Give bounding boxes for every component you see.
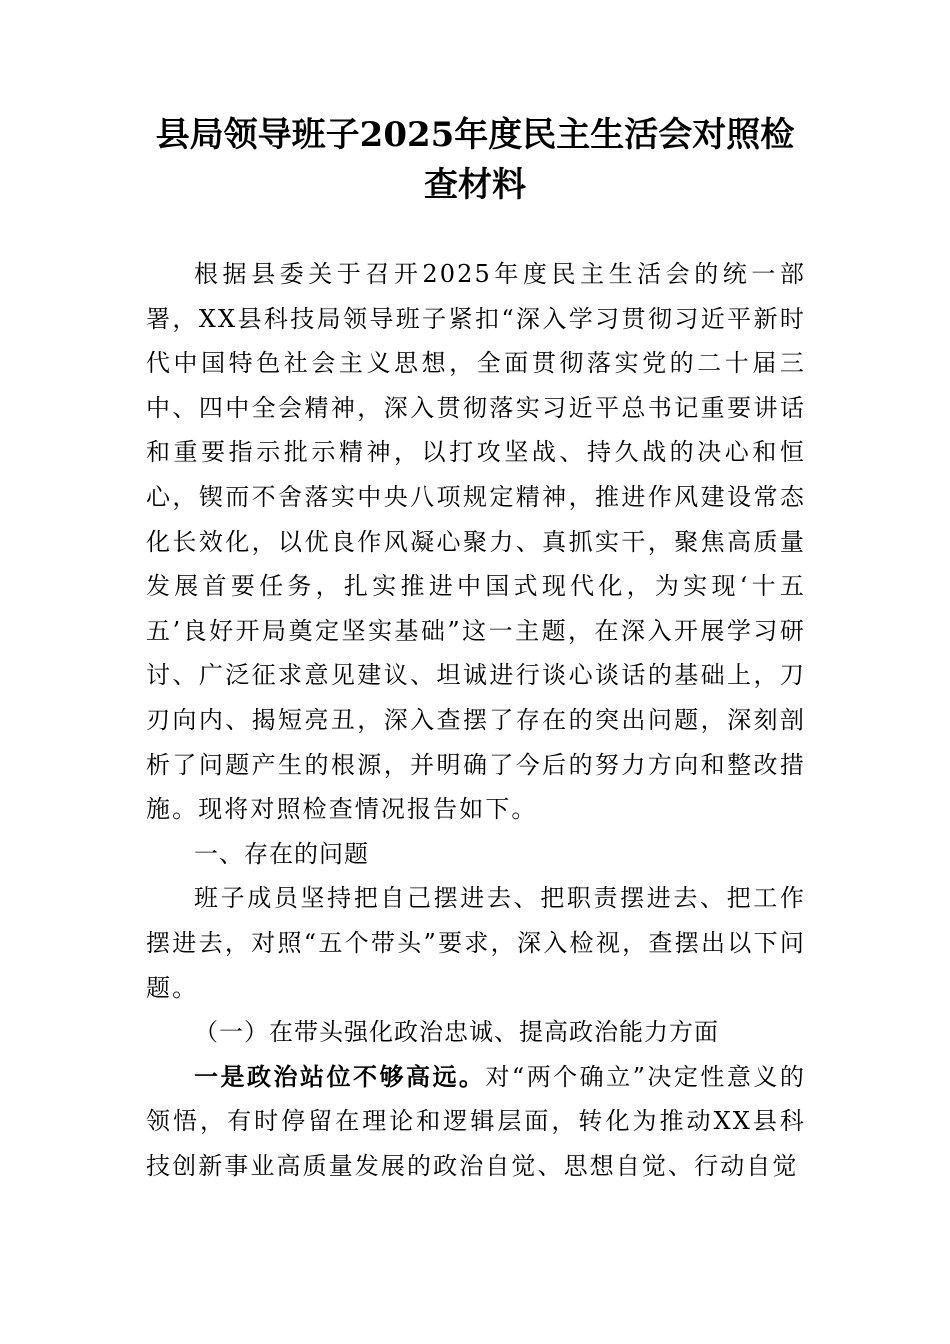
intro-paragraph: 根据县委关于召开2025年度民主生活会的统一部署，XX县科技局领导班子紧扣“深入学习贯彻习近平新时代中国特色社会主义思想，全面贯彻落实党的二十届三中、四中全会精神，深入贯彻落实习近平总书记重要讲话和重要指示批示精神，以打攻坚战、持久战的决心和恒心，锲而不舍落实中央八项规定精神，推进作风建设常态化长效化，以优良作风凝心聚力、真抓实干，聚焦高质量发展首要任务，扎实推进中国式现代化，为实现‘十五五’良好开局奠定坚实基础”这一主题，在深入开展学习研讨、广泛征求意见建议、坦诚进行谈心谈话的基础上，刀刃向内、揭短亮丑，深入查摆了存在的突出问题，深刻剖析了问题产生的根源，并明确了今后的努力方向和整改措施。现将对照检查情况报告如下。 <box>146 260 806 824</box>
section-intro-paragraph: 班子成员坚持把自己摆进去、把职责摆进去、把工作摆进去，对照“五个带头”要求，深入检视，查摆出以下问题。 <box>146 884 806 1002</box>
point-paragraph <box>146 1055 806 1189</box>
section-heading-problems: 一、存在的问题 <box>194 839 369 868</box>
subsection-heading-political-loyalty: （一）在带头强化政治忠诚、提高政治能力方面 <box>194 1018 719 1047</box>
point-lead: 一是政治站位不够高远。 <box>194 1061 486 1091</box>
document-title: 县局领导班子2025年度民主生活会对照检查材料 <box>155 115 795 205</box>
document-body <box>146 252 806 1188</box>
point-text: 对“两个确立”决定性意义的领悟，有时停留在理论和逻辑层面，转化为推动XX县科技创新事业高质量发展的政治自觉、思想自觉、行动自觉 <box>146 1062 806 1180</box>
